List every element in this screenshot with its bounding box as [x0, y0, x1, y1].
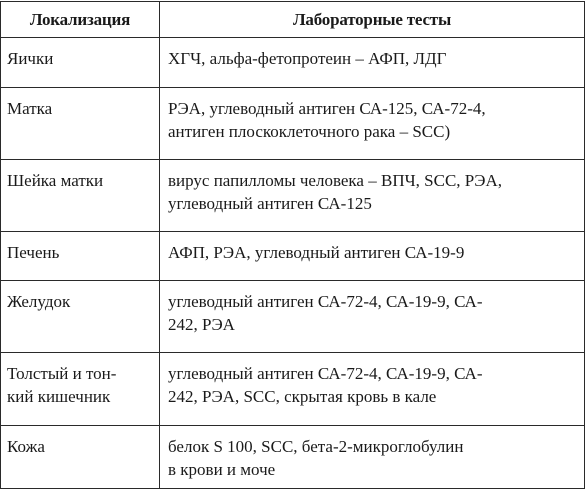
table-body: [1, 38, 585, 489]
tests-cell: [160, 160, 585, 232]
tests-text: углеводный антиген СА-72-4, СА-19-9, СА-: [168, 364, 483, 383]
tests-cell: [160, 353, 585, 426]
header-location: Локализация: [1, 2, 160, 38]
location-cell: [1, 353, 160, 426]
header-row: [1, 2, 585, 38]
table-row: [1, 38, 585, 88]
tests-cell: [160, 38, 585, 88]
tests-text: в крови и моче: [168, 460, 276, 479]
table-row: [1, 160, 585, 232]
tests-text: 242, РЭА, SCC, скрытая кровь в кале: [168, 387, 437, 406]
location-cell: [1, 38, 160, 88]
table-row: [1, 281, 585, 353]
lab-tests-table: [0, 1, 585, 489]
location-text: кий кишечник: [7, 387, 111, 406]
tests-cell: [160, 281, 585, 353]
location-cell: [1, 232, 160, 281]
tests-cell: [160, 88, 585, 160]
table-row: [1, 88, 585, 160]
location-text: Матка: [7, 99, 53, 118]
tests-cell: [160, 426, 585, 489]
tests-text: ХГЧ, альфа-фетопротеин – АФП, ЛДГ: [168, 49, 447, 68]
location-text: Кожа: [7, 437, 45, 456]
tests-text: белок S 100, SCC, бета-2-микроглобулин: [168, 437, 464, 456]
table-row: [1, 353, 585, 426]
location-text: Шейка матки: [7, 171, 104, 190]
location-text: Желудок: [7, 292, 71, 311]
location-text: Яички: [7, 49, 54, 68]
location-cell: [1, 281, 160, 353]
header-lab-tests: Лабораторные тесты: [160, 2, 585, 38]
tests-text: вирус папилломы человека – ВПЧ, SCC, РЭА,: [168, 171, 502, 190]
tests-cell: [160, 232, 585, 281]
tests-text: РЭА, углеводный антиген СА-125, СА-72-4,: [168, 99, 486, 118]
tests-text: антиген плоскоклеточного рака – SCC): [168, 122, 451, 141]
tests-text: углеводный антиген СА-125: [168, 194, 372, 213]
location-text: Толстый и тон-: [7, 364, 117, 383]
tests-text: углеводный антиген СА-72-4, СА-19-9, СА-: [168, 292, 483, 311]
tests-text: 242, РЭА: [168, 315, 235, 334]
table-row: [1, 232, 585, 281]
location-cell: [1, 426, 160, 489]
location-cell: [1, 160, 160, 232]
table-header: [1, 2, 585, 38]
tests-text: АФП, РЭА, углеводный антиген СА-19-9: [168, 243, 465, 262]
table-row: [1, 426, 585, 489]
location-cell: [1, 88, 160, 160]
location-text: Печень: [7, 243, 60, 262]
